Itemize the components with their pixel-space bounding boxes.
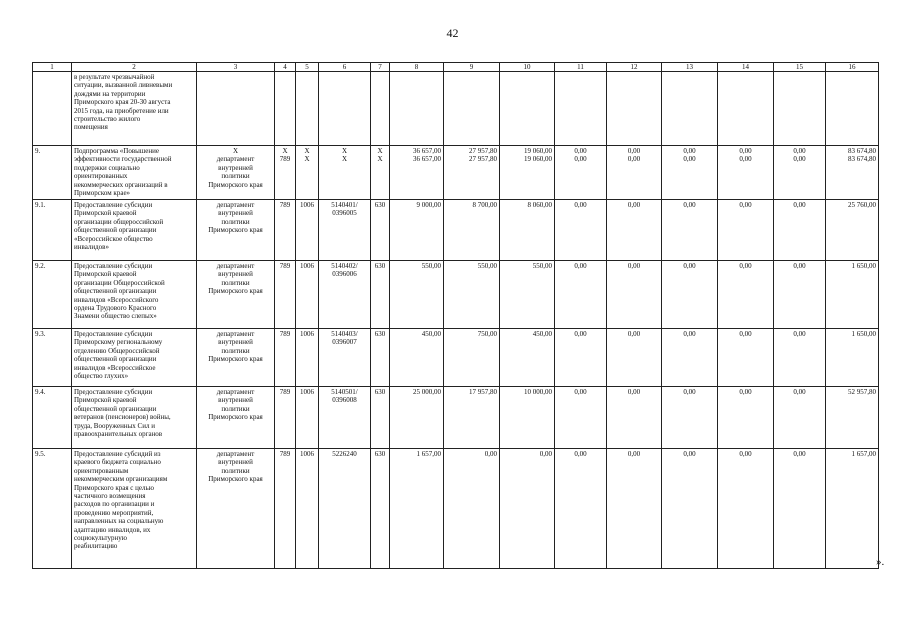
cell-line: Приморского края bbox=[208, 287, 263, 296]
column-header-1: 1 bbox=[33, 63, 72, 72]
cell-line: частичного возмещения bbox=[74, 492, 146, 501]
cell-line: правоохранительных органов bbox=[74, 430, 163, 439]
cell-line: общественной организации bbox=[74, 287, 157, 296]
cell-line: помещения bbox=[74, 123, 108, 132]
cell-col-16: 1 657,00 bbox=[826, 449, 879, 569]
cell-col-11: 0,00 bbox=[555, 261, 607, 329]
cell-line: инвалидов «Всероссийского bbox=[74, 295, 159, 304]
cell-col-10: 19 060,00 19 060,00 bbox=[500, 146, 555, 200]
cell-col-12: 0,00 bbox=[607, 200, 662, 261]
cell-line: адаптацию инвалидов, их bbox=[74, 525, 151, 534]
cell-col-10: 450,00 bbox=[500, 329, 555, 387]
cell-col-7: 630 bbox=[371, 200, 390, 261]
cell-line: Приморского края bbox=[208, 355, 263, 364]
cell-col-11 bbox=[555, 72, 607, 146]
cell-line: политики bbox=[221, 346, 250, 355]
cell-line: 5140402/ bbox=[331, 262, 358, 270]
column-header-7: 7 bbox=[371, 63, 390, 72]
cell-line: Приморского края с целью bbox=[74, 483, 154, 492]
cell-line: 0396007 bbox=[332, 338, 357, 347]
cell-col-8: 450,00 bbox=[390, 329, 444, 387]
cell-col-8: 9 000,00 bbox=[390, 200, 444, 261]
cell-line: Приморского края bbox=[208, 226, 263, 235]
cell-line: отделению Общероссийской bbox=[74, 346, 160, 355]
cell-line: Приморскому региональному bbox=[74, 338, 163, 347]
cell-line: 0396006 bbox=[332, 270, 357, 279]
cell-line: внутренней bbox=[218, 163, 253, 172]
column-header-12: 12 bbox=[607, 63, 662, 72]
cell-line: ориентированных bbox=[74, 172, 128, 181]
cell-line: Приморского края bbox=[208, 413, 263, 422]
cell-line: общественной организации bbox=[74, 355, 157, 364]
cell-col-16: 52 957,80 bbox=[826, 387, 879, 449]
cell-line: Знамени общество слепых» bbox=[74, 312, 157, 321]
cell-col-12: 0,00 bbox=[607, 329, 662, 387]
cell-col-1: 9.1. bbox=[33, 200, 72, 261]
cell-line: ситуации, вызванной ливневыми bbox=[74, 81, 173, 90]
cell-line: внутренней bbox=[218, 209, 253, 218]
cell-line: инвалидов» bbox=[74, 243, 109, 252]
page-number: 42 bbox=[446, 26, 459, 40]
cell-col-10: 8 060,00 bbox=[500, 200, 555, 261]
cell-col-16: 83 674,80 83 674,80 bbox=[826, 146, 879, 200]
cell-col-7: 630 bbox=[371, 329, 390, 387]
cell-col-16: 1 650,00 bbox=[826, 329, 879, 387]
cell-line: внутренней bbox=[218, 458, 253, 467]
column-header-11: 11 bbox=[555, 63, 607, 72]
cell-col-5: 1006 bbox=[296, 387, 319, 449]
cell-col-2 bbox=[72, 387, 197, 449]
cell-col-12: 0,00 0,00 bbox=[607, 146, 662, 200]
cell-line: краевого бюджета социально bbox=[74, 458, 161, 467]
cell-col-3 bbox=[197, 329, 275, 387]
cell-col-13: 0,00 0,00 bbox=[662, 146, 718, 200]
cell-col-15: 0,00 bbox=[774, 449, 826, 569]
cell-line: департамент bbox=[216, 201, 255, 209]
cell-col-5: 1006 bbox=[296, 449, 319, 569]
header-row bbox=[33, 63, 879, 72]
cell-line: труда, Вооруженных Сил и bbox=[74, 421, 155, 430]
cell-line: X bbox=[341, 147, 348, 155]
cell-col-8: 1 657,00 bbox=[390, 449, 444, 569]
cell-col-2 bbox=[72, 200, 197, 261]
cell-line: внутренней bbox=[218, 270, 253, 279]
cell-line: дождями на территории bbox=[74, 89, 146, 98]
column-header-13: 13 bbox=[662, 63, 718, 72]
cell-line: общественной организации bbox=[74, 404, 157, 413]
cell-col-5: X X bbox=[296, 146, 319, 200]
cell-col-14: 0,00 0,00 bbox=[718, 146, 774, 200]
cell-line: департамент bbox=[216, 262, 255, 270]
cell-col-8: 36 657,00 36 657,00 bbox=[390, 146, 444, 200]
cell-col-12: 0,00 bbox=[607, 261, 662, 329]
cell-col-9: 750,00 bbox=[444, 329, 500, 387]
column-header-4: 4 bbox=[275, 63, 296, 72]
cell-col-4: 789 bbox=[275, 449, 296, 569]
cell-line: эффективности государственной bbox=[74, 155, 172, 164]
cell-line: 5226240 bbox=[332, 450, 357, 458]
cell-col-9: 0,00 bbox=[444, 449, 500, 569]
cell-line: общественной организации bbox=[74, 226, 157, 235]
cell-col-15 bbox=[774, 72, 826, 146]
cell-col-12: 0,00 bbox=[607, 449, 662, 569]
cell-line: общество глухих» bbox=[74, 372, 129, 381]
table-row bbox=[33, 449, 879, 569]
cell-col-5: 1006 bbox=[296, 200, 319, 261]
cell-col-8 bbox=[390, 72, 444, 146]
cell-col-3 bbox=[197, 261, 275, 329]
cell-line: политики bbox=[221, 217, 250, 226]
cell-line: расходов по организации и bbox=[74, 500, 155, 509]
cell-col-5: 1006 bbox=[296, 329, 319, 387]
cell-col-16: 1 650,00 bbox=[826, 261, 879, 329]
cell-col-16 bbox=[826, 72, 879, 146]
table-row bbox=[33, 72, 879, 146]
cell-col-4: 789 bbox=[275, 261, 296, 329]
cell-col-2 bbox=[72, 146, 197, 200]
cell-col-14: 0,00 bbox=[718, 329, 774, 387]
cell-line: направленных на социальную bbox=[74, 517, 164, 526]
cell-line: политики bbox=[221, 466, 250, 475]
cell-col-14: 0,00 bbox=[718, 449, 774, 569]
cell-col-7: 630 bbox=[371, 387, 390, 449]
cell-col-12 bbox=[607, 72, 662, 146]
cell-line: внутренней bbox=[218, 338, 253, 347]
cell-line: Приморской краевой bbox=[74, 396, 137, 405]
cell-col-14 bbox=[718, 72, 774, 146]
cell-col-9 bbox=[444, 72, 500, 146]
cell-col-9: 8 700,00 bbox=[444, 200, 500, 261]
cell-col-11: 0,00 bbox=[555, 449, 607, 569]
cell-col-9: 550,00 bbox=[444, 261, 500, 329]
cell-line: Предоставление субсидии bbox=[74, 330, 153, 338]
cell-col-5 bbox=[296, 72, 319, 146]
cell-col-7: X X bbox=[371, 146, 390, 200]
cell-col-13 bbox=[662, 72, 718, 146]
table-row bbox=[33, 146, 879, 200]
cell-col-2 bbox=[72, 72, 197, 146]
column-header-8: 8 bbox=[390, 63, 444, 72]
cell-line: департамент bbox=[216, 155, 255, 164]
cell-line: 2015 года, на приобретение или bbox=[74, 106, 169, 115]
cell-line: Приморского края 20-30 августа bbox=[74, 98, 171, 107]
column-header-6: 6 bbox=[319, 63, 371, 72]
cell-line: Предоставление субсидии bbox=[74, 388, 153, 396]
cell-line: внутренней bbox=[218, 396, 253, 405]
cell-line: Приморского края bbox=[208, 475, 263, 484]
cell-col-13: 0,00 bbox=[662, 200, 718, 261]
cell-col-13: 0,00 bbox=[662, 387, 718, 449]
cell-col-6 bbox=[319, 200, 371, 261]
cell-col-3 bbox=[197, 146, 275, 200]
cell-col-11: 0,00 0,00 bbox=[555, 146, 607, 200]
cell-col-15: 0,00 bbox=[774, 329, 826, 387]
cell-col-8: 25 000,00 bbox=[390, 387, 444, 449]
cell-col-6 bbox=[319, 261, 371, 329]
cell-col-11: 0,00 bbox=[555, 200, 607, 261]
cell-col-10: 550,00 bbox=[500, 261, 555, 329]
cell-col-6 bbox=[319, 387, 371, 449]
column-header-9: 9 bbox=[444, 63, 500, 72]
cell-line: ветеранов (пенсионеров) войны, bbox=[74, 413, 171, 422]
cell-line: Предоставление субсидии bbox=[74, 262, 153, 270]
cell-col-11: 0,00 bbox=[555, 329, 607, 387]
cell-col-1: 9.3. bbox=[33, 329, 72, 387]
cell-line: Приморской краевой bbox=[74, 270, 137, 279]
cell-col-3 bbox=[197, 72, 275, 146]
column-header-2: 2 bbox=[72, 63, 197, 72]
cell-col-1: 9.4. bbox=[33, 387, 72, 449]
column-header-16: 16 bbox=[826, 63, 879, 72]
cell-line: социокультурную bbox=[74, 534, 127, 543]
cell-line: Приморской краевой bbox=[74, 209, 137, 218]
cell-line: ордена Трудового Красного bbox=[74, 304, 157, 313]
cell-col-7 bbox=[371, 72, 390, 146]
cell-line: Приморском крае» bbox=[74, 189, 131, 198]
cell-line: проведению мероприятий, bbox=[74, 508, 154, 517]
cell-line: 5140401/ bbox=[331, 201, 358, 209]
cell-col-6 bbox=[319, 72, 371, 146]
cell-col-12: 0,00 bbox=[607, 387, 662, 449]
cell-col-2 bbox=[72, 261, 197, 329]
cell-line: «Всероссийское общество bbox=[74, 234, 153, 243]
cell-line: 5140501/ bbox=[331, 388, 358, 396]
cell-col-2 bbox=[72, 449, 197, 569]
cell-col-2 bbox=[72, 329, 197, 387]
cell-col-1 bbox=[33, 72, 72, 146]
cell-line: организации общероссийской bbox=[74, 217, 164, 226]
cell-line: Подпрограмма «Повышение bbox=[74, 147, 159, 155]
cell-line: политики bbox=[221, 404, 250, 413]
cell-col-15: 0,00 bbox=[774, 200, 826, 261]
cell-line: 5140403/ bbox=[331, 330, 358, 338]
cell-line: политики bbox=[221, 278, 250, 287]
cell-col-13: 0,00 bbox=[662, 449, 718, 569]
cell-col-1: 9.5. bbox=[33, 449, 72, 569]
cell-col-4: X 789 bbox=[275, 146, 296, 200]
cell-line: ориентированным bbox=[74, 466, 129, 475]
cell-col-14: 0,00 bbox=[718, 200, 774, 261]
cell-col-10: 0,00 bbox=[500, 449, 555, 569]
column-header-15: 15 bbox=[774, 63, 826, 72]
table-row bbox=[33, 200, 879, 261]
cell-col-8: 550,00 bbox=[390, 261, 444, 329]
cell-col-11: 0,00 bbox=[555, 387, 607, 449]
cell-line: инвалидов «Всероссийское bbox=[74, 363, 156, 372]
cell-col-9: 27 957,80 27 957,80 bbox=[444, 146, 500, 200]
cell-col-9: 17 957,80 bbox=[444, 387, 500, 449]
cell-col-4: 789 bbox=[275, 387, 296, 449]
cell-line: 0396008 bbox=[332, 396, 357, 405]
cell-col-1: 9. bbox=[33, 146, 72, 200]
cell-col-15: 0,00 bbox=[774, 387, 826, 449]
cell-col-10: 10 000,00 bbox=[500, 387, 555, 449]
cell-col-4: 789 bbox=[275, 329, 296, 387]
column-header-5: 5 bbox=[296, 63, 319, 72]
cell-col-4: 789 bbox=[275, 200, 296, 261]
cell-col-6 bbox=[319, 329, 371, 387]
cell-col-3 bbox=[197, 200, 275, 261]
cell-line: некоммерческих организаций в bbox=[74, 180, 168, 189]
cell-col-1: 9.2. bbox=[33, 261, 72, 329]
cell-line: X bbox=[341, 155, 348, 164]
cell-col-7: 630 bbox=[371, 261, 390, 329]
cell-col-10 bbox=[500, 72, 555, 146]
cell-line: Приморского края bbox=[208, 180, 263, 189]
cell-col-3 bbox=[197, 449, 275, 569]
cell-col-14: 0,00 bbox=[718, 261, 774, 329]
cell-line: политики bbox=[221, 172, 250, 181]
cell-col-14: 0,00 bbox=[718, 387, 774, 449]
cell-line: реабилитацию bbox=[74, 542, 118, 551]
table-row bbox=[33, 329, 879, 387]
cell-line: в результате чрезвычайной bbox=[74, 73, 155, 81]
cell-line: строительство жилого bbox=[74, 115, 141, 124]
column-header-10: 10 bbox=[500, 63, 555, 72]
cell-line: поддержки социально bbox=[74, 163, 140, 172]
cell-col-3 bbox=[197, 387, 275, 449]
column-header-3: 3 bbox=[197, 63, 275, 72]
closing-mark: ». bbox=[876, 556, 885, 568]
cell-line: некоммерческим организациям bbox=[74, 475, 168, 484]
cell-line: департамент bbox=[216, 330, 255, 338]
cell-col-16: 25 760,00 bbox=[826, 200, 879, 261]
cell-col-4 bbox=[275, 72, 296, 146]
cell-line: 0396005 bbox=[332, 209, 357, 218]
cell-line: организации Общероссийской bbox=[74, 278, 165, 287]
cell-line: X bbox=[232, 147, 239, 155]
cell-line: Предоставление субсидий из bbox=[74, 450, 161, 458]
cell-col-7: 630 bbox=[371, 449, 390, 569]
budget-table bbox=[32, 62, 879, 569]
table-row bbox=[33, 261, 879, 329]
cell-line: Предоставление субсидии bbox=[74, 201, 153, 209]
table-row bbox=[33, 387, 879, 449]
cell-col-13: 0,00 bbox=[662, 329, 718, 387]
cell-line: департамент bbox=[216, 388, 255, 396]
cell-col-6 bbox=[319, 146, 371, 200]
cell-col-15: 0,00 0,00 bbox=[774, 146, 826, 200]
cell-col-15: 0,00 bbox=[774, 261, 826, 329]
cell-col-6 bbox=[319, 449, 371, 569]
cell-col-13: 0,00 bbox=[662, 261, 718, 329]
cell-col-5: 1006 bbox=[296, 261, 319, 329]
cell-line: департамент bbox=[216, 450, 255, 458]
column-header-14: 14 bbox=[718, 63, 774, 72]
